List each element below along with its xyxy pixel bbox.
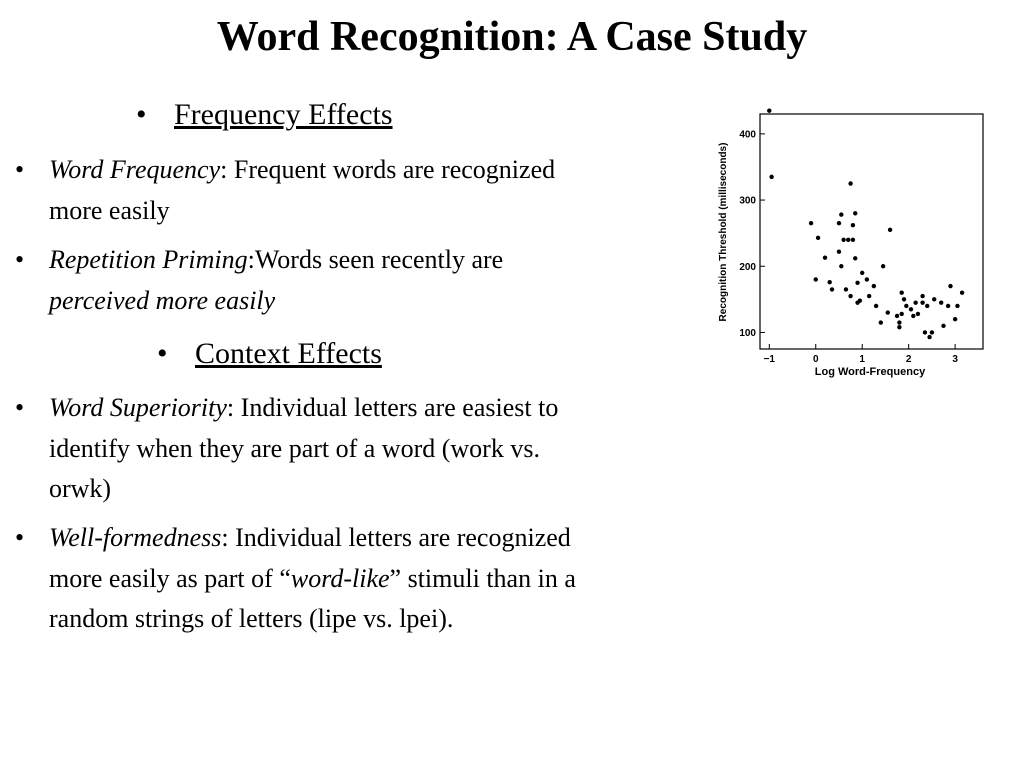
data-point [848,181,852,185]
data-point [814,277,818,281]
data-point [960,291,964,295]
bullet-glyph: • [157,337,168,370]
bullet-repetition-priming [15,240,535,321]
bullet-text [49,518,595,640]
bullet-glyph: • [15,245,25,274]
data-point [920,300,924,304]
data-point [841,238,845,242]
data-point [867,294,871,298]
data-point [844,287,848,291]
x-tick-label: 0 [812,354,819,365]
bullet-glyph: • [15,155,25,184]
open-quote: “ [279,563,291,593]
x-tick-label: −1 [763,354,775,365]
bullet-description: Words seen recently are [254,245,504,274]
bullet-word-frequency [15,150,595,231]
data-point [851,238,855,242]
bullet-glyph: • [136,98,147,131]
x-tick-label: 1 [859,354,865,365]
bullet-text [49,150,595,231]
data-point [904,304,908,308]
data-point [851,223,855,227]
data-point [872,284,876,288]
data-point [848,294,852,298]
data-point [941,324,945,328]
data-point [853,256,857,260]
data-point [948,284,952,288]
y-tick-label: 100 [739,327,756,339]
data-point [895,314,899,318]
section-heading-context [157,337,382,371]
bullet-text [49,240,535,321]
plot-frame [760,114,983,349]
y-axis-label: Recognition Threshold (milliseconds) [718,142,729,322]
data-point [909,307,913,311]
data-point [816,236,820,240]
data-point [897,320,901,324]
bullet-separator: : [220,155,228,184]
bullet-text [49,388,595,510]
data-point [916,312,920,316]
data-point [767,108,771,112]
x-tick-label: 3 [952,354,958,365]
bullet-separator: : [226,393,235,422]
bullet-glyph: • [15,523,25,552]
data-point [860,271,864,275]
data-point [913,300,917,304]
close-quote: ” [389,563,402,593]
data-point [874,304,878,308]
data-point [888,228,892,232]
data-point [946,304,950,308]
data-point [839,264,843,268]
data-point [830,287,834,291]
bullet-description: Frequent words are recognized more easily [49,155,556,225]
y-tick-label: 400 [739,129,756,141]
y-tick-label: 300 [739,195,756,207]
bullet-term: Word Frequency [49,155,221,184]
bullet-description: Individual letters are easiest to identify when they are part of a word (work vs. orwk) [49,393,559,503]
data-point [837,249,841,253]
bullet-term: Word Superiority [49,393,227,422]
bullet-description: Individual letters are recognized more easily as part of [49,523,571,593]
data-point [827,280,831,284]
data-point [897,325,901,329]
bullet-glyph: • [15,393,25,422]
data-point [955,304,959,308]
scatter-plot [712,108,992,383]
bullet-emphasis: word-like [290,563,390,593]
data-point [879,320,883,324]
data-point [932,297,936,301]
data-point [899,291,903,295]
bullet-word-superiority [15,388,595,510]
bullet-description-continued: stimuli than in a random strings of letters (lipe vs. lpei). [49,563,576,633]
data-point [920,294,924,298]
data-point [865,277,869,281]
data-point [809,221,813,225]
section-heading-text: Context Effects [195,337,382,370]
data-point [927,335,931,339]
data-point [930,330,934,334]
data-point [855,281,859,285]
data-point [911,314,915,318]
bullet-separator: : [221,523,229,552]
x-tick-label: 2 [905,354,912,365]
data-point [886,310,890,314]
x-axis-label: Log Word-Frequency [814,366,926,378]
section-heading-frequency [136,98,393,132]
data-point [837,221,841,225]
slide-title: Word Recognition: A Case Study [216,14,808,60]
bullet-well-formedness [15,518,595,640]
data-point [846,238,850,242]
data-point [902,297,906,301]
data-point [939,300,943,304]
data-point [923,330,927,334]
data-point [881,264,885,268]
section-heading-text: Frequency Effects [174,98,393,131]
bullet-emphasis: perceived more easily [49,285,276,315]
data-point [839,212,843,216]
data-point [899,312,903,316]
bullet-term: Well-formedness [49,523,222,552]
data-point [953,317,957,321]
data-point [858,298,862,302]
y-tick-label: 200 [739,261,756,273]
data-point [769,175,773,179]
data-point [853,211,857,215]
bullet-term: Repetition Priming [49,245,248,274]
bullet-separator: : [247,245,255,274]
data-point [823,255,827,259]
data-point [925,304,929,308]
